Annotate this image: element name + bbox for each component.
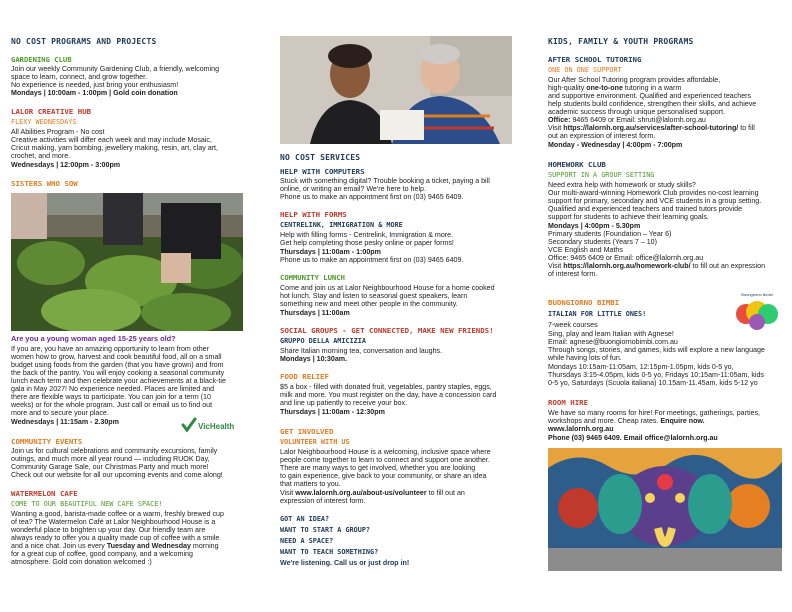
community-events-text-3: Community Garage Sale, our Christmas Party and much more! bbox=[11, 463, 209, 471]
help-forms-title: HELP WITH FORMS bbox=[280, 210, 347, 219]
tutoring-text-5: academic success through unique personalised support. bbox=[548, 108, 726, 116]
tutoring-text-2c: tutoring in a warm bbox=[622, 84, 682, 92]
involved-text-3: There are many ways to get involved, whether you are looking bbox=[280, 464, 476, 472]
lunch-text-1: Come and join us at Lalor Neighbourhood House for a home cooked bbox=[280, 284, 495, 292]
homework-club-title: HOMEWORK CLUB bbox=[548, 160, 606, 169]
watermelon-cafe-subtitle: COME TO OUR BEAUTIFUL NEW CAFE SPACE! bbox=[11, 500, 163, 508]
homework-visit-line bbox=[548, 262, 765, 270]
homework-text-5: support for students to achieve their learning goals. bbox=[548, 213, 709, 221]
sisters-text-3: budget using foods from the garden (that you have grown) and from bbox=[11, 361, 224, 369]
computers-text-2: online, or writing an email? We're here to help. bbox=[280, 185, 426, 193]
bimbi-text-6: Mondays 10:15am-11:05am, 12:15pm-1.05pm, kids 0-5 yo, bbox=[548, 363, 734, 371]
lalor-creative-text-3: Cricut making, yarn bombing, jewellery making, resin, art, clay art, bbox=[11, 144, 218, 152]
garden-photo bbox=[11, 193, 243, 331]
sisters-text-9: more and to secure your place. bbox=[11, 409, 109, 417]
forms-text-2: Get help completing those pesky online or paper forms! bbox=[280, 239, 454, 247]
room-enquire: Enquire now. bbox=[660, 417, 705, 425]
forms-text-3: Phone us to make an appointment first on (03) 9465 6409. bbox=[280, 256, 464, 264]
community-lunch-title: COMMUNITY LUNCH bbox=[280, 273, 345, 282]
homework-link[interactable]: https://lalornh.org.au/homework-club/ bbox=[563, 262, 691, 270]
help-computers-title: HELP WITH COMPUTERS bbox=[280, 167, 365, 176]
homework-text-3: support for primary, secondary and VCE students in a group setting. bbox=[548, 197, 762, 205]
involved-visit-line-2: expression of interest form. bbox=[280, 497, 366, 505]
involved-visit-line bbox=[280, 489, 465, 497]
tutoring-visit-line-2: out an expression of interest form. bbox=[548, 132, 656, 140]
lalor-creative-text-4: crochet, and more. bbox=[11, 152, 71, 160]
vichealth-logo bbox=[181, 415, 245, 437]
tutoring-text-3: and supportive environment. Qualified and experienced teachers bbox=[548, 92, 752, 100]
room-hire-title: ROOM HIRE bbox=[548, 398, 589, 407]
buongiorno-bimbi-title: BUONGIORNO BIMBI bbox=[548, 298, 620, 307]
homework-text-9: Office: 9465 6409 or Email: office@lalornh.org.au bbox=[548, 254, 704, 262]
buongiorno-bimbi-logo-text: Buongiorno Bimbi bbox=[741, 292, 773, 297]
involved-text-1: Lalor Neighbourhood House is a welcoming, inclusive space where bbox=[280, 448, 491, 456]
garden-photo-illustration bbox=[11, 193, 243, 331]
watermelon-text-1: Wanting a good, barista-made coffee or a warm, freshly brewed cup bbox=[11, 510, 224, 518]
sisters-text-1: If you are, you have an amazing opportunity to learn from other bbox=[11, 345, 209, 353]
food-relief-title: FOOD RELIEF bbox=[280, 372, 329, 381]
room-text-1: We have so many rooms for hire! For meetings, gatherings, parties, bbox=[548, 409, 760, 417]
help-forms-subtitle: CENTRELINK, IMMIGRATION & MORE bbox=[280, 221, 403, 229]
sisters-who-sow-title: SISTERS WHO SOW bbox=[11, 179, 78, 188]
bimbi-text-5: while having lots of fun. bbox=[548, 354, 622, 362]
tutoring-visit-line bbox=[548, 124, 755, 132]
lunch-text-2: hot lunch. Stay and listen to seasonal guest speakers, learn bbox=[280, 292, 468, 300]
tutoring-subtitle: ONE ON ONE SUPPORT bbox=[548, 66, 622, 74]
watermelon-text-5 bbox=[11, 542, 219, 550]
homework-text-7: Secondary students (Years 7 – 10) bbox=[548, 238, 657, 246]
food-text-3: and line up patiently to receive your box. bbox=[280, 399, 407, 407]
bimbi-text-3: Email: agnese@buongiornobimbi.com.au bbox=[548, 338, 678, 346]
tutoring-text-1: Our After School Tutoring program provides affordable, bbox=[548, 76, 721, 84]
tutoring-time: Monday - Wednesday | 4:00pm - 7:00pm bbox=[548, 141, 683, 149]
tutoring-text-4: help students build confidence, strengthen their skills, and achieve bbox=[548, 100, 757, 108]
question-start-group: WANT TO START A GROUP? bbox=[280, 526, 371, 534]
buongiorno-bimbi-logo-graphic bbox=[734, 292, 780, 332]
watermelon-days: Tuesday and Wednesday bbox=[106, 542, 191, 550]
gardening-text-2: space to learn, connect, and grow together. bbox=[11, 73, 148, 81]
tutoring-text-2a: high-quality bbox=[548, 84, 587, 92]
involved-text-4: to gain experience, give back to your community, or share an idea bbox=[280, 472, 487, 480]
computers-text-3: Phone us to make an appointment first on (03) 9465 6409. bbox=[280, 193, 464, 201]
vichealth-check-icon bbox=[181, 417, 197, 433]
buongiorno-bimbi-logo bbox=[734, 292, 780, 332]
lalor-creative-title: LALOR CREATIVE HUB bbox=[11, 107, 92, 116]
community-events-title: COMMUNITY EVENTS bbox=[11, 437, 83, 446]
lalor-creative-text-2: Creative activities will differ each week and may include Mosaic, bbox=[11, 136, 212, 144]
tutoring-office bbox=[548, 116, 706, 124]
watermelon-cafe-title: WATERMELON CAFE bbox=[11, 489, 78, 498]
question-idea: GOT AN IDEA? bbox=[280, 515, 330, 523]
watermelon-text-2: of tea? The Watermelon Café at Lalor Neighbourhood House is a bbox=[11, 518, 216, 526]
tutoring-office-contact: 9465 6409 or Email: shruti@lalornh.org.au bbox=[570, 116, 706, 124]
food-time: Thursdays | 11:00am - 12:30pm bbox=[280, 408, 385, 416]
involved-text-2: people come together to learn to connect and support one another. bbox=[280, 456, 490, 464]
involved-visit-pre: Visit bbox=[280, 489, 296, 497]
sisters-text-7: there are flexible ways to participate. You can join for a term (10 bbox=[11, 393, 211, 401]
get-involved-title: GET INVOLVED bbox=[280, 427, 334, 436]
buongiorno-bimbi-subtitle: ITALIAN FOR LITTLE ONES! bbox=[548, 310, 647, 318]
social-time: Mondays | 10:30am. bbox=[280, 355, 348, 363]
social-groups-title: SOCIAL GROUPS - GET CONNECTED, MAKE NEW FRIENDS! bbox=[280, 326, 494, 335]
homework-time: Mondays | 4:00pm - 5.30pm bbox=[548, 222, 641, 230]
computers-text-1: Stuck with something digital? Trouble booking a ticket, paying a bill bbox=[280, 177, 490, 185]
food-text-2: milk and more. You must register on the day, have a concession card bbox=[280, 391, 497, 399]
volunteer-link[interactable]: www.lalornh.org.au/about-us/volunteer bbox=[295, 489, 427, 497]
lalor-creative-time: Wednesdays | 12:00pm - 3:00pm bbox=[11, 161, 121, 169]
tutoring-text-2 bbox=[548, 84, 681, 92]
homework-text-2: Our multi-award-winning Homework Club provides no-cost learning bbox=[548, 189, 759, 197]
tutoring-visit-post: to fill bbox=[738, 124, 755, 132]
sisters-question: Are you a young woman aged 15-25 years old? bbox=[11, 334, 176, 343]
community-events-text-2: outings, and much more all year round — including RUOK Day, bbox=[11, 455, 210, 463]
tutoring-office-label: Office: bbox=[548, 116, 571, 124]
homework-subtitle: SUPPORT IN A GROUP SETTING bbox=[548, 171, 655, 179]
bimbi-text-1: 7-week courses bbox=[548, 321, 598, 329]
gardening-time: Mondays | 10:00am - 1:00pm | Gold coin donation bbox=[11, 89, 178, 97]
bimbi-text-7: Thursdays 3:15-4.05pm, kids 0-5 yo, Fridays 10:15am-11:05am, kids bbox=[548, 371, 764, 379]
bimbi-text-8: 0-5 yo, Saturdays (Scuola italiana) 10.15am-11.45am, kids 5-12 yo bbox=[548, 379, 758, 387]
bimbi-text-4: Through songs, stories, and games, kids will explore a new language bbox=[548, 346, 765, 354]
question-need-space: NEED A SPACE? bbox=[280, 537, 334, 545]
gardening-club-title: GARDENING CLUB bbox=[11, 55, 72, 64]
homework-visit-pre: Visit bbox=[548, 262, 564, 270]
gardening-text-3: No experience is needed, just bring your enthusiasm! bbox=[11, 81, 179, 89]
lalor-creative-subtitle: FLEXY WEDNESDAYS bbox=[11, 118, 77, 126]
watermelon-text-4: always ready to offer you a quality made cup of coffee with a smile bbox=[11, 534, 220, 542]
questions-answer: We're listening. Call us or just drop in! bbox=[280, 559, 410, 567]
room-text-2a: workshops and more. Cheap rates. bbox=[548, 417, 661, 425]
after-school-tutoring-title: AFTER SCHOOL TUTORING bbox=[548, 55, 642, 64]
tutoring-link[interactable]: https://lalornh.org.au/services/after-school-tutoring/ bbox=[563, 124, 739, 132]
sisters-text-8: weeks) or for the whole program. Just call or email us to find out bbox=[11, 401, 213, 409]
homework-visit-post: to fill out an expression bbox=[690, 262, 766, 270]
lalor-creative-text-1: All Abilities Program - No cost bbox=[11, 128, 105, 136]
homework-visit-line-2: of interest form. bbox=[548, 270, 598, 278]
social-text-1: Share Italian morning tea, conversation and laughs. bbox=[280, 347, 443, 355]
involved-text-5: that matters to you. bbox=[280, 480, 341, 488]
vichealth-logo-text: VicHealth bbox=[198, 422, 235, 431]
forms-time: Thursdays | 11:00am - 1:00pm bbox=[280, 248, 381, 256]
homework-text-4: Qualified and experienced teachers and trained tutors provide bbox=[548, 205, 743, 213]
involved-visit-post: to fill out an bbox=[426, 489, 465, 497]
lunch-text-3: something new and meet other people in the community. bbox=[280, 300, 458, 308]
section-heading-kids-family: KIDS, FAMILY & YOUTH PROGRAMS bbox=[548, 37, 694, 46]
question-teach: WANT TO TEACH SOMETHING? bbox=[280, 548, 379, 556]
get-involved-subtitle: VOLUNTEER WITH US bbox=[280, 438, 350, 446]
elephant-mural-photo bbox=[548, 448, 782, 571]
laughing-people-illustration bbox=[280, 36, 512, 144]
sisters-text-5: lunch each term and then celebrate your achievements at a black-tie bbox=[11, 377, 226, 385]
room-contact: Phone (03) 9465 6409. Email office@lalornh.org.au bbox=[548, 434, 718, 442]
homework-text-6: Primary students (Foundation – Year 6) bbox=[548, 230, 672, 238]
watermelon-text-7: atmosphere. Gold coin donation welcomed :) bbox=[11, 558, 152, 566]
tutoring-one-to-one: one-to-one bbox=[586, 84, 623, 92]
sisters-text-6: gala in May 2027! No experience needed. Places are limited and bbox=[11, 385, 215, 393]
homework-text-1: Need extra help with homework or study skills? bbox=[548, 181, 696, 189]
watermelon-text-5a: and a nice chat. Join us every bbox=[11, 542, 107, 550]
watermelon-text-6: for a great cup of coffee, good company, and a welcoming bbox=[11, 550, 193, 558]
room-text-2 bbox=[548, 417, 705, 425]
tutoring-visit-pre: Visit bbox=[548, 124, 564, 132]
homework-text-8: VCE English and Maths bbox=[548, 246, 623, 254]
social-groups-subtitle: GRUPPO DELLA AMICIZIA bbox=[280, 337, 366, 345]
sisters-text-2: women how to grow, harvest and cook beautiful food, all on a small bbox=[11, 353, 222, 361]
sisters-text-4: the back of the pantry. You will enjoy cooking a seasonal community bbox=[11, 369, 225, 377]
forms-text-1: Help with filling forms - Centrelink, Immigration & more. bbox=[280, 231, 454, 239]
section-heading-no-cost-services: NO COST SERVICES bbox=[280, 153, 361, 162]
sisters-time: Wednesdays | 11:15am - 2.30pm bbox=[11, 418, 119, 426]
laughing-people-photo bbox=[280, 36, 512, 144]
elephant-mural-illustration bbox=[548, 448, 782, 571]
gardening-text-1: Join our weekly Community Gardening Club, a friendly, welcoming bbox=[11, 65, 220, 73]
community-events-text-4: Check out our website for all our upcoming events and come along! bbox=[11, 471, 223, 479]
lunch-time: Thursdays | 11:00am bbox=[280, 309, 350, 317]
watermelon-text-5c: morning bbox=[190, 542, 219, 550]
section-heading-no-cost-programs: NO COST PROGRAMS AND PROJECTS bbox=[11, 37, 157, 46]
watermelon-text-3: wonderful place to brighten up your day. Our friendly team are bbox=[11, 526, 206, 534]
community-events-text-1: Join us for cultural celebrations and community excursions, family bbox=[11, 447, 218, 455]
room-website[interactable]: www.lalornh.org.au bbox=[548, 425, 614, 433]
bimbi-text-2: Sing, play and learn Italian with Agnese! bbox=[548, 330, 674, 338]
food-text-1: $5 a box - filled with donated fruit, vegetables, pantry staples, eggs, bbox=[280, 383, 492, 391]
